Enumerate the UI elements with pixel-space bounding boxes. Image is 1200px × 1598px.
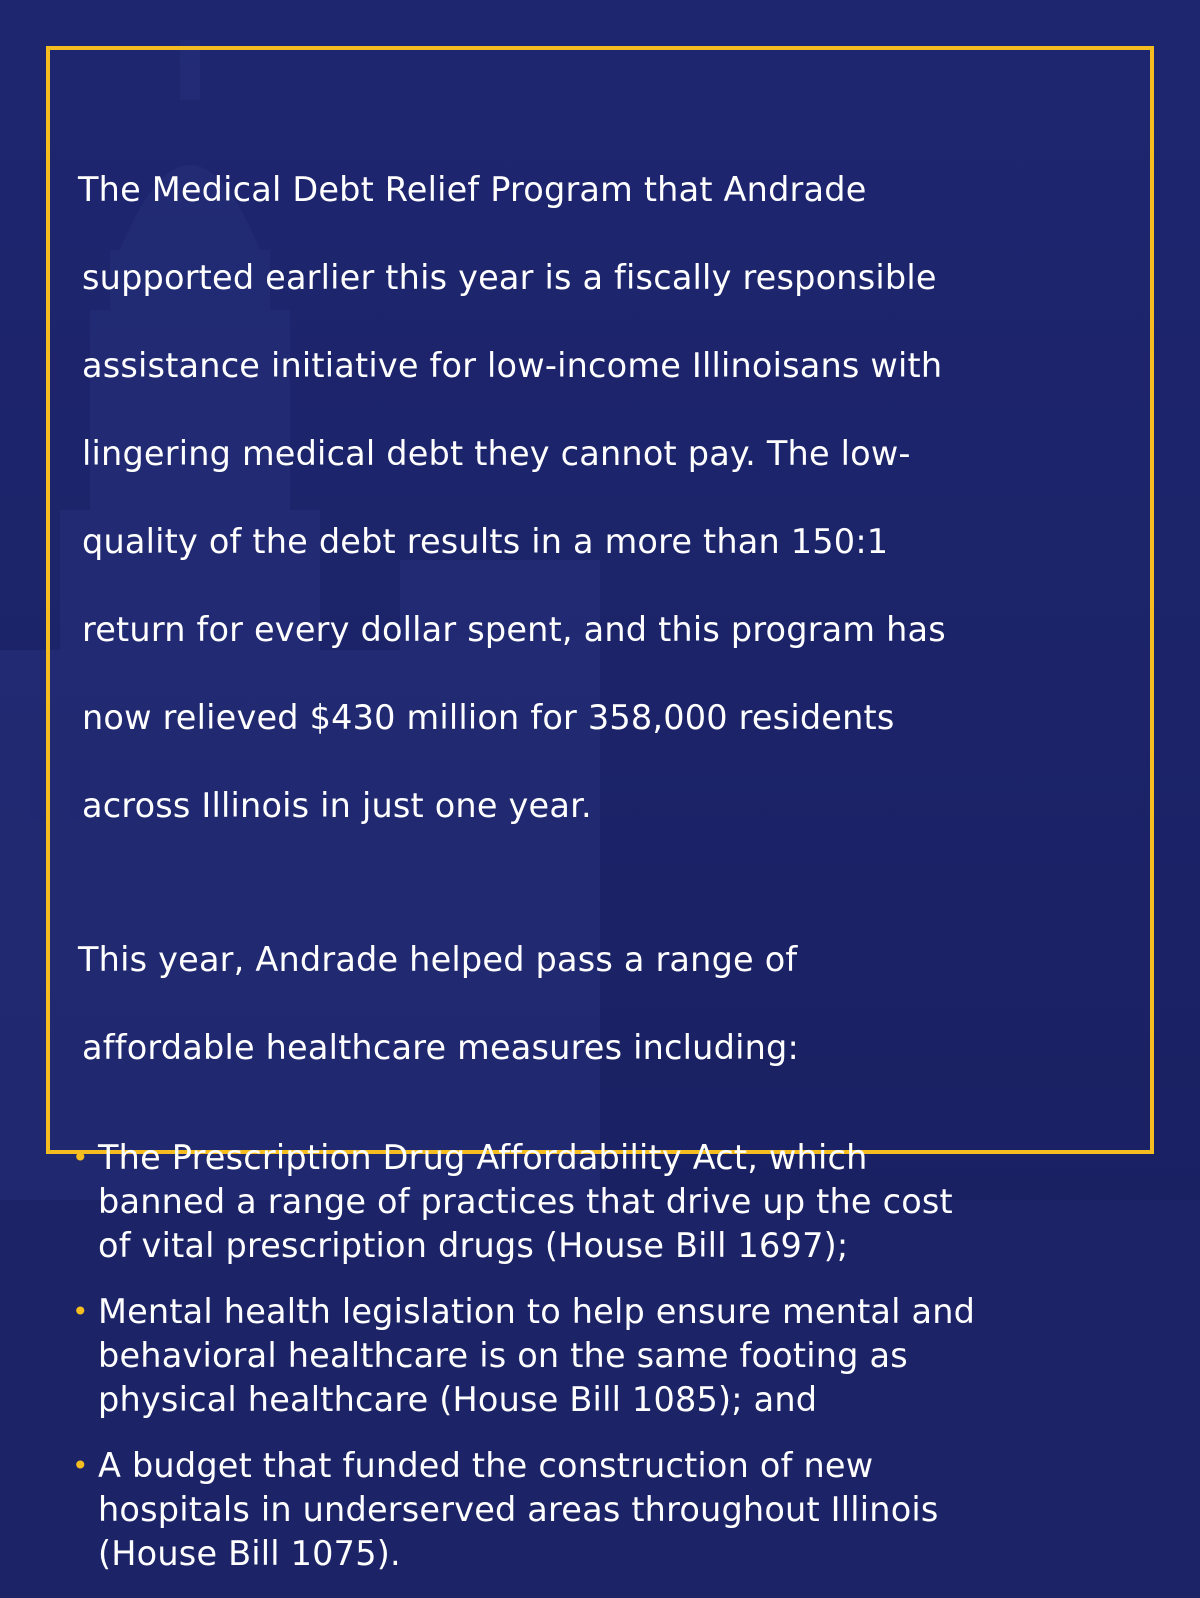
text-line: supported earlier this year is a fiscally responsible	[82, 258, 937, 297]
main-text-content	[72, 124, 1118, 1598]
list-item-line: hospitals in underserved areas throughout Illinois	[98, 1490, 939, 1529]
text-line: across Illinois in just one year.	[82, 786, 592, 825]
list-item-line: Mental health legislation to help ensure mental and	[98, 1292, 976, 1331]
text-line: quality of the debt results in a more than 150:1	[82, 522, 889, 561]
list-item-line: banned a range of practices that drive up the cost	[98, 1182, 953, 1221]
list-item-line: behavioral healthcare is on the same footing as	[98, 1336, 908, 1375]
text-line: This year, Andrade helped pass a range of	[78, 940, 798, 979]
text-line: assistance initiative for low-income Illinoisans with	[82, 346, 943, 385]
list-item	[72, 1444, 1118, 1576]
paragraph-healthcare-measures-intro	[78, 894, 1118, 1114]
text-line: lingering medical debt they cannot pay. The low-	[82, 434, 911, 473]
bullet-icon: •	[72, 1141, 89, 1174]
list-item-line: physical healthcare (House Bill 1085); and	[98, 1380, 818, 1419]
bullet-icon: •	[72, 1295, 89, 1328]
list-item	[72, 1136, 1118, 1268]
list-item	[72, 1290, 1118, 1422]
healthcare-measures-list	[72, 1136, 1118, 1576]
text-line: now relieved $430 million for 358,000 residents	[82, 698, 895, 737]
list-item-line: of vital prescription drugs (House Bill 1697);	[98, 1226, 849, 1265]
text-line: return for every dollar spent, and this program has	[82, 610, 946, 649]
text-line: The Medical Debt Relief Program that Andrade	[78, 170, 867, 209]
text-line: affordable healthcare measures including:	[82, 1028, 799, 1067]
list-item-line: (House Bill 1075).	[98, 1534, 401, 1573]
paragraph-medical-debt-relief	[78, 124, 1118, 872]
list-item-line: The Prescription Drug Affordability Act, which	[98, 1138, 868, 1177]
list-item-line: A budget that funded the construction of new	[98, 1446, 874, 1485]
bullet-icon: •	[72, 1449, 89, 1482]
